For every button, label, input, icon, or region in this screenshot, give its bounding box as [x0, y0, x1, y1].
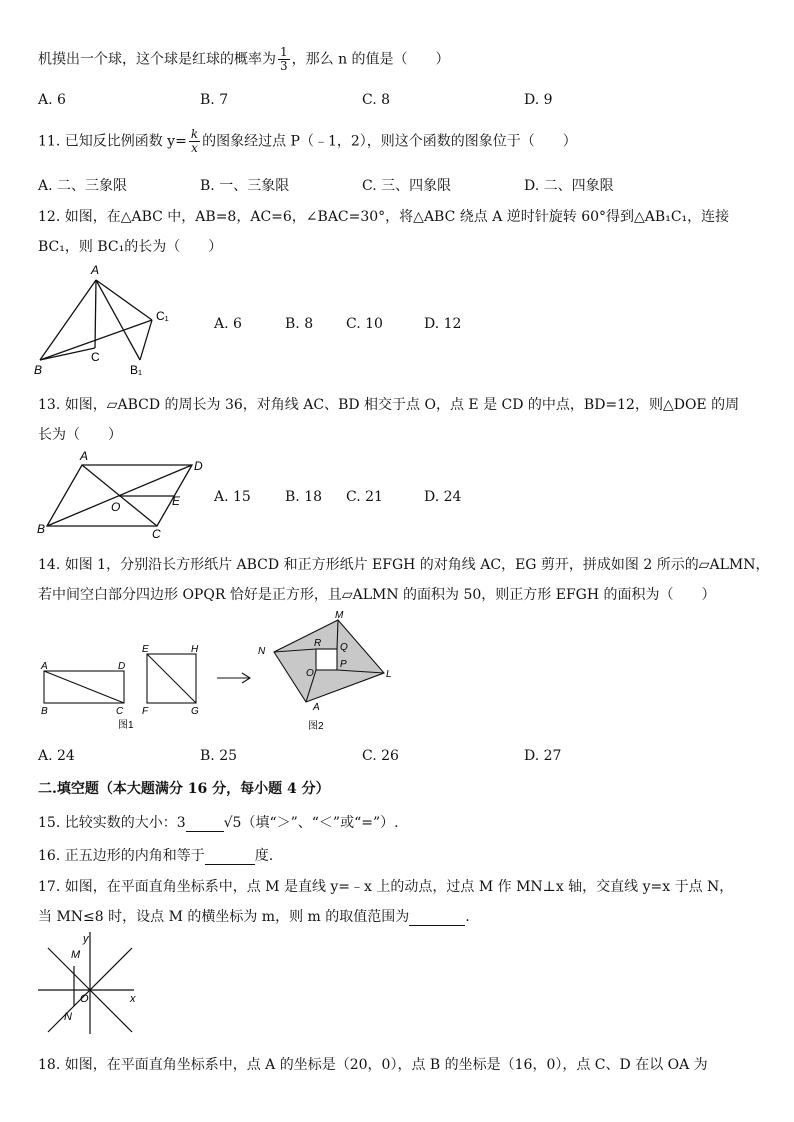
section2-heading: 二.填空题（本大题满分 16 分，每小题 4 分） [38, 781, 330, 797]
q14-fig2-label-r: R [314, 638, 322, 649]
q10-option-c[interactable]: C. 8 [362, 92, 391, 108]
q15-answer-blank[interactable] [186, 815, 224, 832]
q17-line1: 17. 如图，在平面直角坐标系中，点 M 是直线 y=﹣x 上的动点，过点 M 作 MN⊥x 轴，交直线 y=x 于点 N， [38, 879, 734, 895]
q13-line1: 13. 如图，▱ABCD 的周长为 36，对角线 AC、BD 相交于点 O，点 E 是 CD 的中点，BD=12，则△DOE 的周 [38, 397, 740, 413]
q17-label-m: M [71, 949, 81, 961]
q12-option-c[interactable]: C. 10 [346, 316, 383, 332]
q12-line1: 12. 如图，在△ABC 中，AB=8，AC=6，∠BAC=30°，将△ABC 绕点 A 逆时针旋转 60°得到△AB₁C₁，连接 [38, 209, 730, 225]
q14-fig2-label-o: O [306, 668, 314, 679]
q17-line2: 当 MN≤8 时，设点 M 的横坐标为 m，则 m 的取值范围为 . [38, 909, 470, 925]
q12-option-a[interactable]: A. 6 [214, 316, 242, 332]
q12-figure [30, 260, 190, 380]
q13-label-e: E [172, 494, 181, 508]
q13-label-c: C [152, 527, 161, 541]
q12-option-b[interactable]: B. 8 [285, 316, 314, 332]
q14-line2: 若中间空白部分四边形 OPQR 恰好是正方形，且▱ALMN 的面积为 50，则正方形 EFGH 的面积为（ ） [38, 587, 716, 603]
q14-option-d[interactable]: D. 27 [524, 748, 562, 764]
q14-fig1-label-a: A [41, 661, 48, 672]
q14-fig1-label-b: B [41, 706, 48, 717]
q14-fig1-label-d: D [118, 661, 126, 672]
q13-option-a[interactable]: A. 15 [214, 489, 251, 505]
q17-figure [34, 928, 154, 1040]
q14-caption-fig1: 图1 [118, 720, 134, 731]
q12-label-c: C [91, 350, 100, 364]
q14-fig1-label-e: E [142, 644, 149, 655]
q14-fig2-label-n: N [258, 646, 266, 657]
q13-option-c[interactable]: C. 21 [346, 489, 383, 505]
q14-fig1-label-g: G [191, 706, 199, 717]
q14-fig2-label-l: L [386, 669, 392, 680]
q10-option-a[interactable]: A. 6 [38, 92, 66, 108]
q12-label-c1: C₁ [156, 309, 169, 323]
q13-option-b[interactable]: B. 18 [285, 489, 323, 505]
q10-option-b[interactable]: B. 7 [200, 92, 229, 108]
q12-label-a: A [91, 263, 100, 277]
q13-option-d[interactable]: D. 24 [424, 489, 462, 505]
q14-fig2-label-q: Q [340, 642, 348, 653]
q14-figures [34, 606, 404, 736]
q10-fraction: $\frac{1}{3}$ [280, 45, 288, 73]
q14-fig1-label-f: F [142, 706, 149, 717]
q12-label-b: B [34, 363, 43, 377]
q11-option-b[interactable]: B. 一、三象限 [200, 178, 290, 194]
q17-label-y: y [83, 933, 89, 945]
q14-fig1-label-h: H [191, 644, 199, 655]
q17-label-n: N [64, 1011, 72, 1023]
q14-option-c[interactable]: C. 26 [362, 748, 399, 764]
q16-answer-blank[interactable] [205, 848, 255, 865]
q11-option-d[interactable]: D. 二、四象限 [524, 178, 614, 194]
q14-option-a[interactable]: A. 24 [38, 748, 75, 764]
q17-label-x: x [130, 993, 136, 1005]
q13-figure [30, 448, 220, 543]
q15-sqrt: √5 [223, 815, 242, 831]
q17-label-o: O [80, 993, 89, 1005]
q12-line2: BC₁，则 BC₁的长为（ ） [38, 239, 223, 255]
q13-label-b: B [37, 522, 46, 536]
q13-label-d: D [194, 459, 203, 473]
q13-label-a: A [80, 449, 89, 463]
q18-line1: 18. 如图，在平面直角坐标系中，点 A 的坐标是（20，0），点 B 的坐标是（16，0），点 C、D 在以 OA 为 [38, 1057, 708, 1073]
q14-line1: 14. 如图 1，分别沿长方形纸片 ABCD 和正方形纸片 EFGH 的对角线 AC，EG 剪开，拼成如图 2 所示的▱ALMN， [38, 557, 770, 573]
q13-line2: 长为（ ） [38, 427, 122, 443]
q11-option-a[interactable]: A. 二、三象限 [38, 178, 128, 194]
q11-option-c[interactable]: C. 三、四象限 [362, 178, 452, 194]
q14-fig1-label-c: C [116, 706, 124, 717]
q14-caption-fig2: 图2 [308, 721, 324, 732]
q15-stem: 15. 比较实数的大小：3 √5（填“＞”、“＜”或“=”）. [38, 815, 399, 831]
q13-label-o: O [111, 500, 121, 514]
q14-fig2-label-p: P [340, 659, 347, 670]
q14-option-b[interactable]: B. 25 [200, 748, 238, 764]
q11-stem: 11. 已知反比例函数 y= $\frac{k}{x}$ 的图象经过点 P（﹣1，2），则这个函数的图象位于（ ） [38, 127, 577, 155]
q14-fig2-label-m: M [335, 610, 344, 621]
q11-fraction: $\frac{k}{x}$ [190, 127, 199, 155]
q16-stem: 16. 正五边形的内角和等于 度. [38, 848, 274, 864]
q10-option-d[interactable]: D. 9 [524, 92, 553, 108]
q17-answer-blank[interactable] [409, 909, 465, 926]
q12-label-b1: B₁ [130, 363, 143, 377]
q12-option-d[interactable]: D. 12 [424, 316, 462, 332]
q10-stem: 机摸出一个球，这个球是红球的概率为 $\frac{1}{3}$ ，那么 n 的值是（ ） [38, 45, 450, 73]
q14-fig2-label-a: A [313, 702, 320, 713]
